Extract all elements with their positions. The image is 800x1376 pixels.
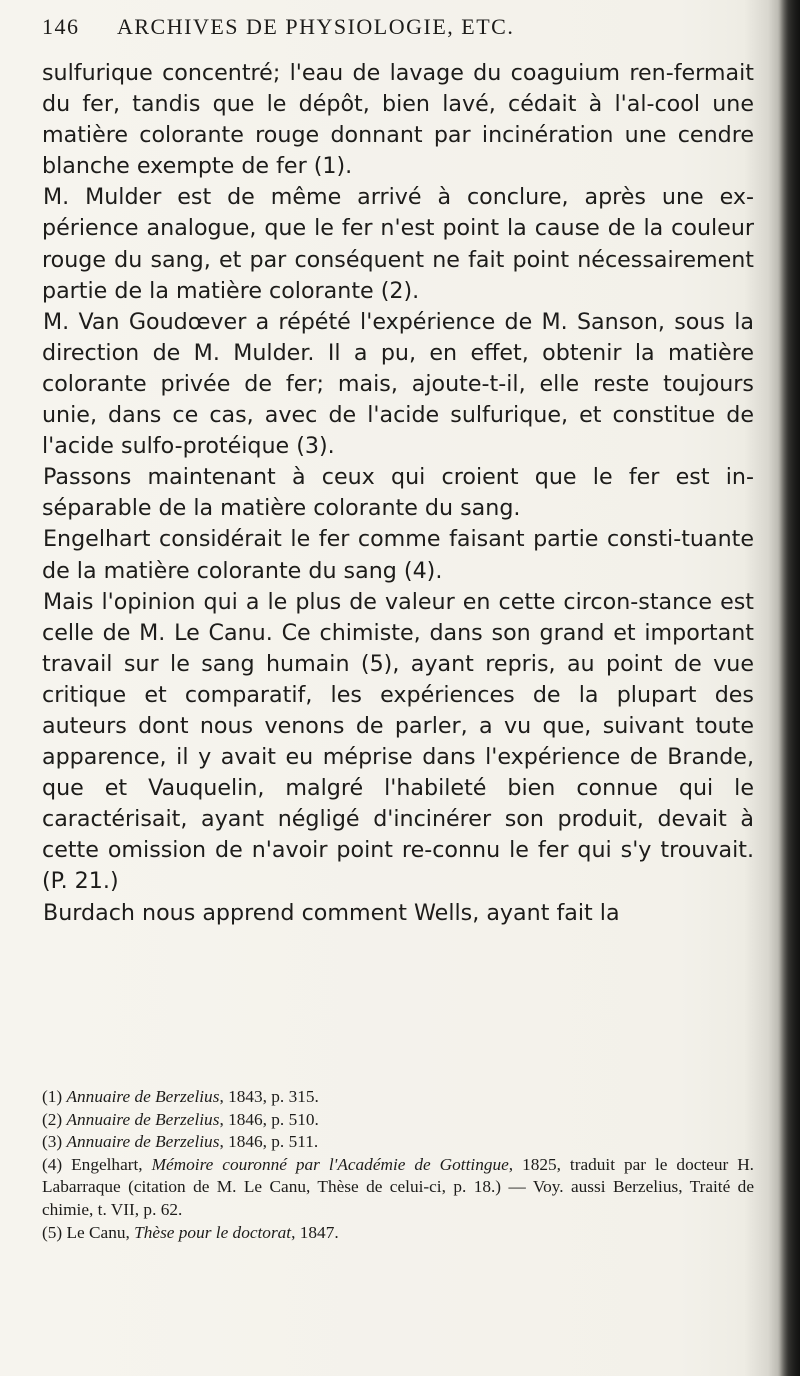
paragraph-3: M. Van Goudœver a répété l'expérience de M. Sanson, sous la direction de M. Mulder. Il a pu, en effet, obtenir la matière colorante privée de fer; mais, ajoute-t-il, elle reste toujours unie, dans ce cas, avec de l'acide sulfurique, et constitue de l'acide sulfo-protéique (3). bbox=[42, 308, 754, 460]
footnote-detail: , 1843, p. 315. bbox=[219, 1087, 319, 1106]
footnote-author: Le Canu, bbox=[66, 1222, 135, 1242]
footnote-2 bbox=[42, 1109, 754, 1132]
footnote-author: Engelhart, bbox=[71, 1154, 152, 1174]
footnote-detail: , 1846, p. 511. bbox=[219, 1132, 319, 1152]
footnote-4 bbox=[42, 1154, 754, 1222]
page-number: 146 bbox=[42, 14, 80, 39]
footnote-number: (4) bbox=[42, 1154, 63, 1174]
footnote-number: (5) bbox=[42, 1222, 63, 1242]
footnote-source: Annuaire de Berzelius bbox=[66, 1132, 220, 1152]
running-head bbox=[42, 14, 742, 48]
paragraph-7: Burdach nous apprend comment Wells, ayant fait la bbox=[43, 899, 620, 926]
footnote-3 bbox=[42, 1131, 754, 1154]
footnotes bbox=[42, 1086, 754, 1244]
footnote-1 bbox=[42, 1086, 754, 1109]
body-text bbox=[42, 58, 754, 929]
footnote-source: Thèse pour le doctorat bbox=[134, 1222, 292, 1242]
running-title: ARCHIVES DE PHYSIOLOGIE, ETC. bbox=[117, 14, 515, 39]
paragraph-4: Passons maintenant à ceux qui croient que le fer est in-séparable de la matière colorante du sang. bbox=[42, 464, 754, 522]
paragraph-1: sulfurique concentré; l'eau de lavage du coaguium ren-fermait du fer, tandis que le dépôt, bien lavé, cédait à l'al-cool une matière colorante rouge donnant par incinération une cendre blanche exempte de fer (1). bbox=[42, 60, 754, 180]
footnote-detail: , 1846, p. 510. bbox=[219, 1109, 319, 1129]
footnote-number: (1) bbox=[42, 1087, 63, 1106]
footnote-source: Mémoire couronné par l'Académie de Gottingue bbox=[151, 1154, 509, 1174]
footnote-source: Annuaire de Berzelius bbox=[66, 1087, 220, 1106]
footnote-5 bbox=[42, 1222, 754, 1245]
footnote-number: (2) bbox=[42, 1109, 63, 1129]
footnote-detail: , 1825, traduit par le docteur H. Labarraque (citation de M. Le Canu, Thèse de celui-ci, p. 18.) — Voy. aussi Berzelius, Traité de chimie, t. VII, p. 62. bbox=[42, 1154, 754, 1219]
paragraph-5: Engelhart considérait le fer comme faisant partie consti-tuante de la matière colorante du sang (4). bbox=[42, 526, 754, 584]
footnote-number: (3) bbox=[42, 1132, 63, 1152]
binding-edge-shadow bbox=[778, 0, 800, 1376]
paragraph-6: Mais l'opinion qui a le plus de valeur en cette circon-stance est celle de M. Le Canu. Ce chimiste, dans son grand et important travail sur le sang humain (5), ayant repris, au point de vue critique et comparatif, les expériences de la plupart des auteurs dont nous venons de parler, a vu que, suivant toute apparence, il y avait eu méprise dans l'expérience de Brande, que et Vauquelin, malgré l'habileté bien connue qui le caractérisait, ayant négligé d'incinérer son produit, devait à cette omission de n'avoir point re-connu le fer qui s'y trouvait. (P. 21.) bbox=[42, 588, 754, 895]
footnote-source: Annuaire de Berzelius bbox=[66, 1109, 220, 1129]
paragraph-2: M. Mulder est de même arrivé à conclure, après une ex-périence analogue, que le fer n'est point la cause de la couleur rouge du sang, et par conséquent ne fait point nécessairement partie de la matière colorante (2). bbox=[42, 184, 754, 304]
footnote-detail: , 1847. bbox=[291, 1222, 339, 1242]
